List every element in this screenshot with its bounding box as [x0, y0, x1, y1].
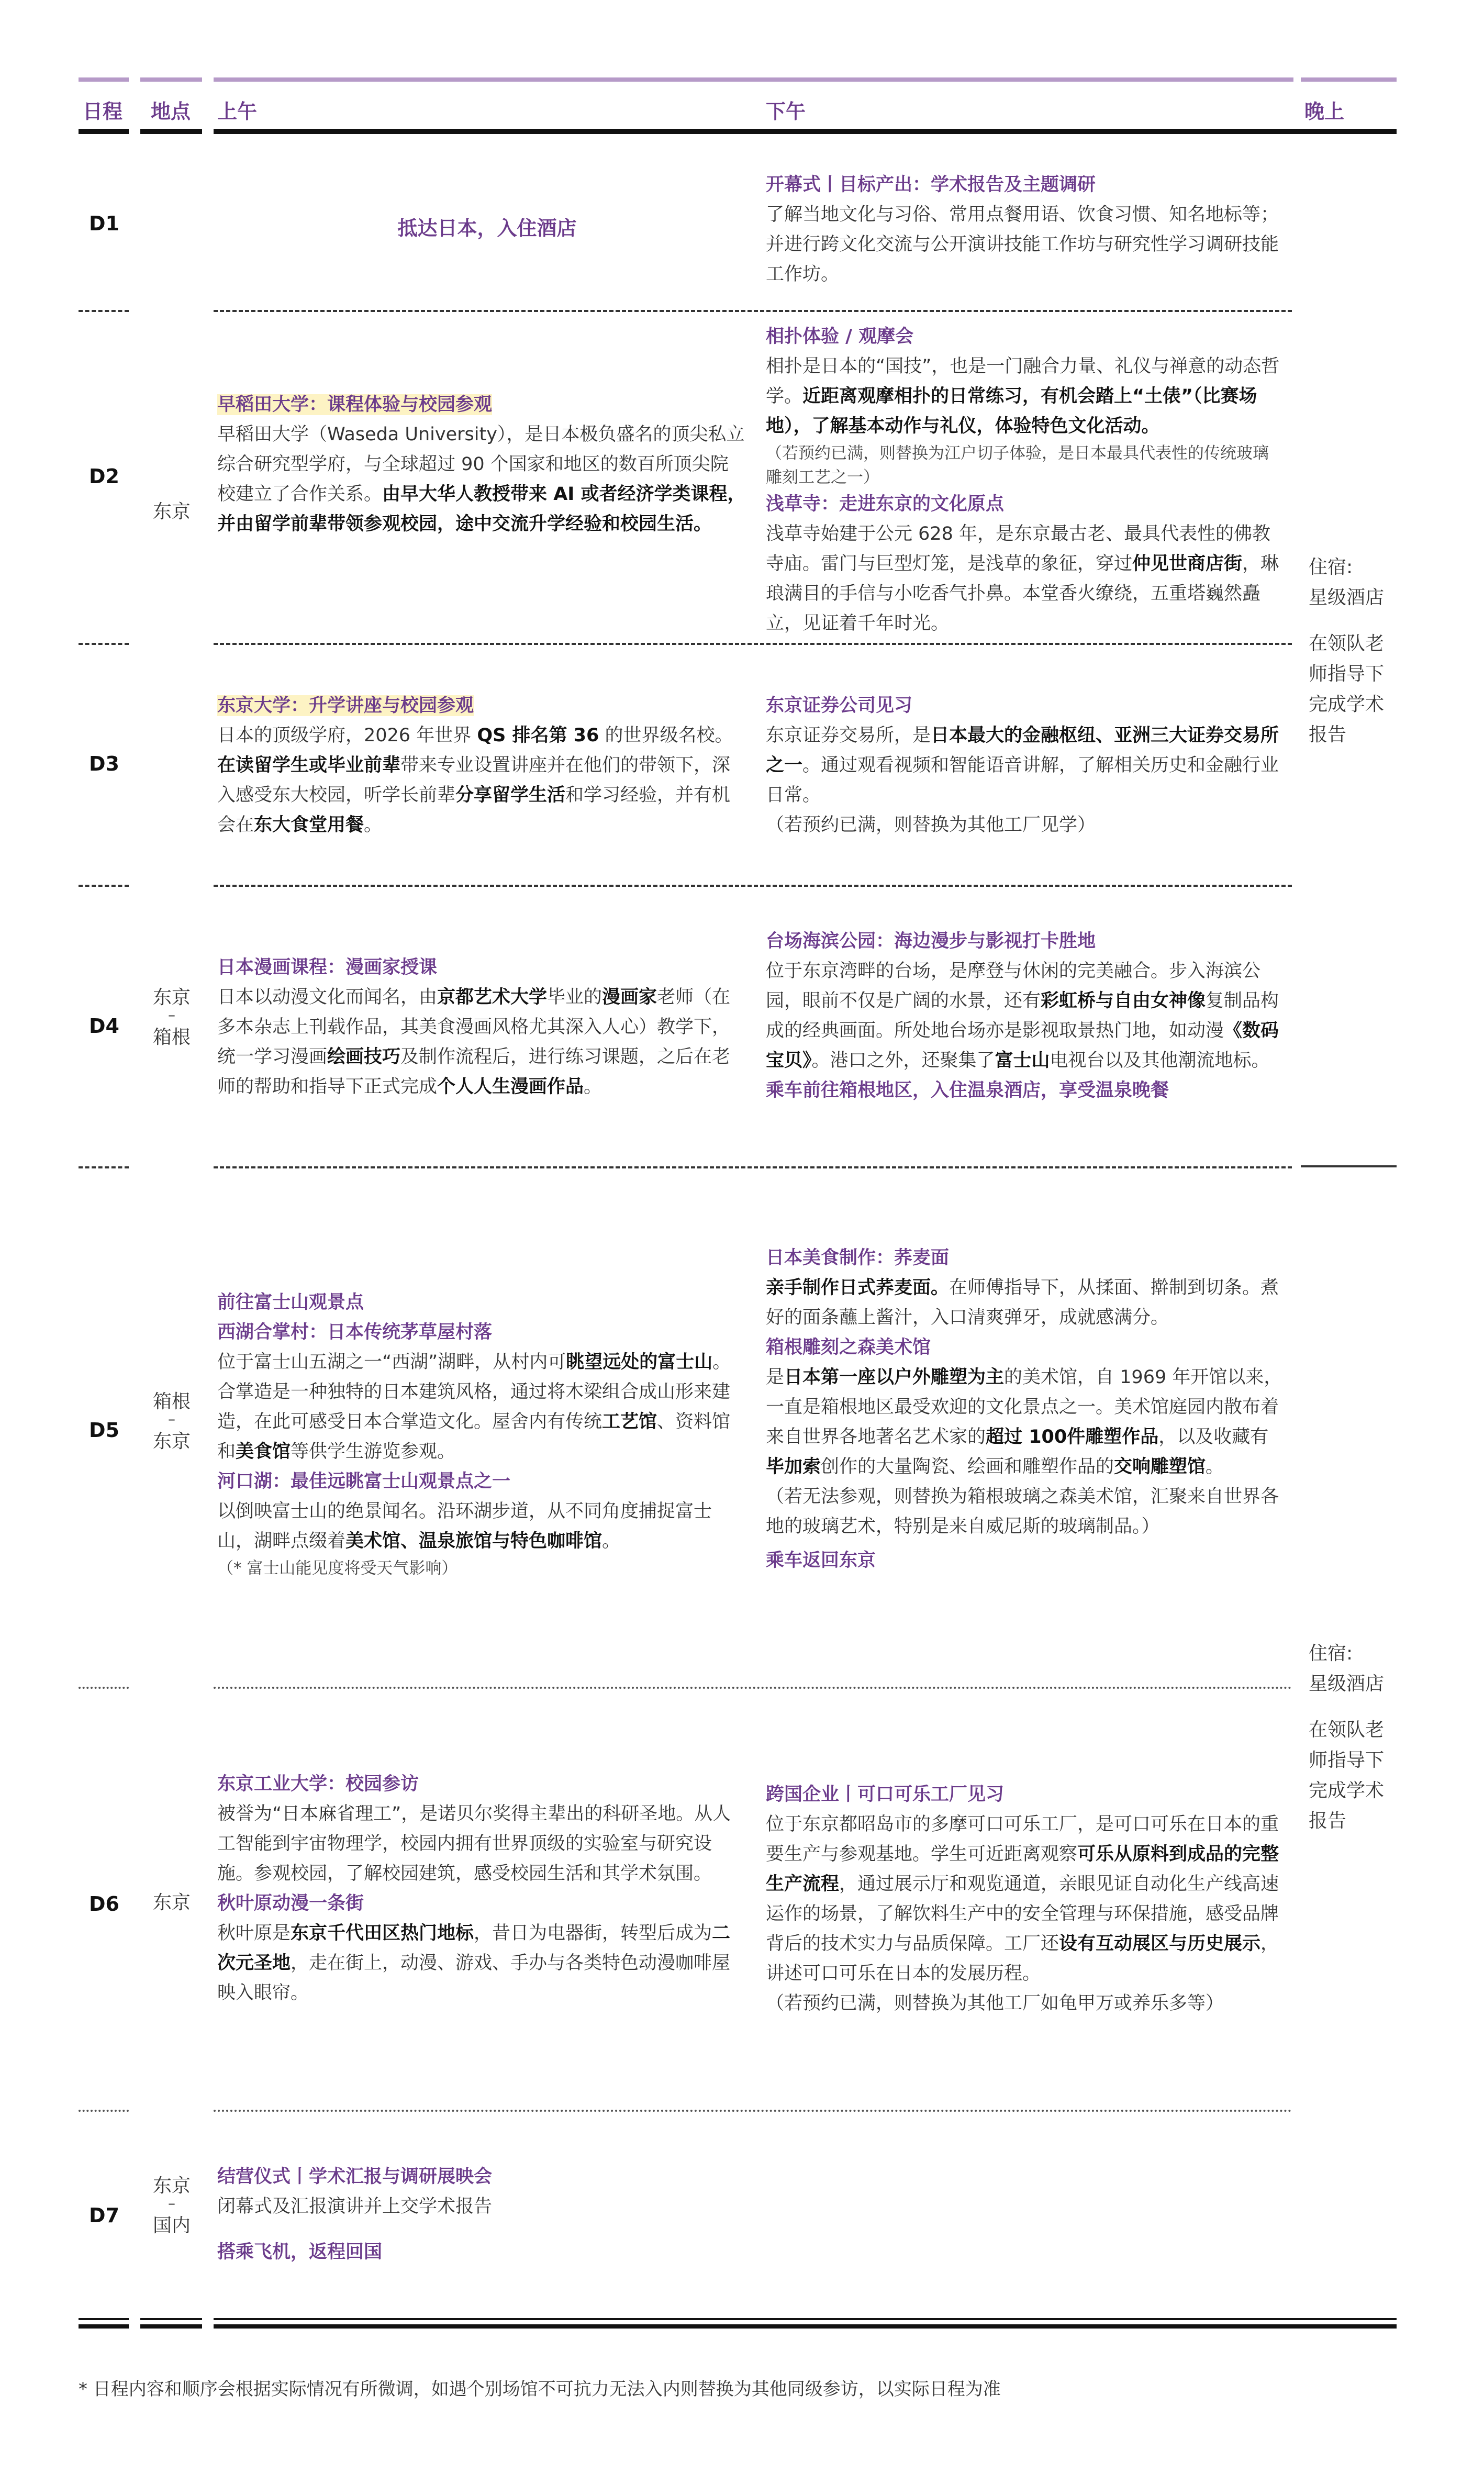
day-label-d2: D2 [89, 465, 119, 488]
evening-2-line5: 完成学术 [1309, 1780, 1385, 1801]
d2-pm-body1: 相扑是日本的“国技”，也是一门融合力量、礼仪与禅意的动态哲学。 [766, 356, 1280, 407]
d5-am-body6: 。 [602, 1531, 621, 1552]
d2-pm-body2a: 浅草寺始建于公元 628 年，是东京最古老、最具代表性的佛教寺庙。雷门与巨型灯笼，是浅草的象征，穿过 [766, 523, 1271, 574]
bottom-rule-day-2 [79, 2324, 129, 2329]
d5-pm-bold1: 亲手制作日式荞麦面。 [766, 1277, 950, 1298]
d1-pm [766, 170, 1284, 289]
d4-pm-body1: 位于东京湾畔的台场，是摩登与休闲的完美融合。步入海滨公园，眼前不仅是广阔的水景，还有 [766, 961, 1261, 1011]
d5-pm-title1: 日本美食制作：荞麦面 [766, 1247, 950, 1268]
d4-pm-body4: 电视台以及其他潮流地标。 [1050, 1050, 1270, 1071]
d6-am-bold3: 二次元圣地 [217, 1923, 731, 1974]
place-d4-line3: 箱根 [152, 1027, 191, 1048]
d3-pm-bold1: 日本最大的金融枢纽、亚洲三大证券交易所之一 [766, 725, 1279, 776]
place-d2: 东京 [152, 501, 191, 522]
d4-am-body4: 及制作流程后，进行练习课题，之后在老师的帮助和指导下正式完成 [217, 1046, 731, 1097]
d3-am-body2: 的世界级名校。 [599, 725, 733, 746]
d5-am-title2: 西湖合掌村：日本传统茅草屋村落 [217, 1322, 493, 1343]
row-separator-d1-main [214, 310, 1292, 312]
header-bar-place [140, 77, 202, 82]
d2-am-title: 早稻田大学：课程体验与校园参观 [217, 394, 493, 415]
d6-am-title2: 秋叶原动漫一条街 [217, 1893, 364, 1914]
d3-am-bold2: 在读留学生或毕业前辈 [217, 755, 401, 776]
place-d6: 东京 [152, 1892, 191, 1913]
d3-am-body4: 和学习经验，并有机会在 [217, 785, 731, 836]
place-d4-line1: 东京 [152, 987, 191, 1008]
evening-1-spacer [1309, 613, 1429, 629]
row-separator-d4-main [214, 1166, 1292, 1168]
evening-note-1 [1309, 552, 1429, 750]
header-pm: 下午 [766, 100, 806, 123]
evening-1-line4: 师指导下 [1309, 663, 1385, 685]
day-label-d5: D5 [89, 1419, 119, 1442]
d6-pm-note: （若预约已满，则替换为其他工厂如龟甲万或养乐多等） [766, 1993, 1224, 2014]
d4-pm-bold2: 《数码宝贝》 [766, 1020, 1279, 1071]
d1-pm-title: 开幕式丨目标产出：学术报告及主题调研 [766, 174, 1096, 195]
d5-am-title1: 前往富士山观景点 [217, 1292, 364, 1313]
d4-am-bold1: 京都艺术大学 [437, 987, 548, 1008]
d5-am-body2: 。合掌造是一种独特的日本建筑风格，通过将木梁组合成山形来建造，在此可感受日本合掌造文化。屋舍内有传统 [217, 1352, 731, 1432]
d5-am-note: （* 富士山能见度将受天气影响） [217, 1559, 458, 1578]
d4-pm-title: 台场海滨公园：海边漫步与影视打卡胜地 [766, 931, 1096, 952]
bottom-rule-place [140, 2318, 202, 2320]
d2-pm-title2: 浅草寺：走进东京的文化原点 [766, 494, 1005, 515]
bottom-rule-main [214, 2318, 1397, 2320]
d3-am [217, 691, 746, 840]
d6-pm [766, 1780, 1284, 2019]
d3-pm-body1: 东京证券交易所，是 [766, 725, 931, 746]
d2-am [217, 390, 746, 539]
d6-pm-body2: ，通过展示厅和观览通道，亲眼见证自动化生产线高速运作的场景，了解饮料生产中的安全管理与环保措施，感受品牌背后的技术实力与品质保障。工厂还 [766, 1874, 1279, 1954]
row-separator-d5 [79, 1687, 129, 1689]
d4-pm-body3: 。港口之外，还聚集了 [811, 1050, 995, 1071]
d5-am-bold2: 工艺馆 [602, 1411, 657, 1432]
d5-pm-bold3: 超过 100件雕塑作品 [986, 1427, 1159, 1447]
d4-am-body5: 。 [584, 1076, 602, 1097]
d6-pm-title: 跨国企业丨可口可乐工厂见习 [766, 1784, 1005, 1805]
d7-am-title1: 结营仪式丨学术汇报与调研展映会 [217, 2166, 493, 2187]
d3-am-bold3: 分享留学生活 [455, 785, 566, 806]
d5-pm-body6: 。 [1206, 1456, 1224, 1477]
d2-pm-bold1: 近距离观摩相扑的日常练习，有机会踏上“土俵”（比赛场地），了解基本动作与礼仪，体验特色文化活动。 [766, 386, 1257, 437]
header-bar-day [79, 77, 129, 82]
d7-am-body1: 闭幕式及汇报演讲并上交学术报告 [217, 2196, 493, 2217]
d5-pm-note: （若无法参观，则替换为箱根玻璃之森美术馆，汇聚来自世界各地的玻璃艺术，特别是来自威尼斯的玻璃制品。） [766, 1486, 1279, 1537]
row-separator-d2 [79, 643, 129, 645]
d4-am-bold3: 绘画技巧 [327, 1046, 401, 1067]
d4-pm-bold3: 富士山 [995, 1050, 1050, 1071]
footnote: * 日程内容和顺序会根据实际情况有所微调，如遇个别场馆不可抗力无法入内则替换为其他同级参访，以实际日程为准 [79, 2379, 1001, 2400]
row-separator-d3-main [214, 885, 1292, 887]
d5-am-bold5: 美术馆、温泉旅馆与特色咖啡馆 [345, 1531, 602, 1552]
header-eve: 晚上 [1304, 100, 1345, 123]
d7-am-title2: 搭乘飞机，返程回国 [217, 2242, 383, 2263]
place-d7-line2: – [168, 2194, 175, 2212]
d6-am-body2: 秋叶原是 [217, 1923, 291, 1944]
header-bar-pm [761, 77, 1293, 82]
evening-1-line3: 在领队老 [1309, 633, 1385, 654]
row-separator-d4 [79, 1166, 129, 1168]
d5-pm-body1: 在师傅指导下，从揉面、擀制到切条。煮好的面条蘸上酱汁，入口清爽弹牙，成就感满分。 [766, 1277, 1279, 1328]
d3-am-bold4: 东大食堂用餐 [254, 815, 364, 836]
evening-2-line2: 星级酒店 [1309, 1673, 1385, 1695]
d1-pm-body: 了解当地文化与习俗、常用点餐用语、饮食习惯、知名地标等；并进行跨文化交流与公开演讲技能工作坊与研究性学习调研技能工作坊。 [766, 204, 1279, 285]
row-separator-d2-main [214, 643, 1292, 645]
place-d5-line3: 东京 [152, 1431, 191, 1452]
d5-pm-body5: 创作的大量陶瓷、绘画和雕塑作品的 [821, 1456, 1114, 1477]
day-label-d3: D3 [89, 752, 119, 775]
day-label-d7: D7 [89, 2204, 119, 2227]
evening-2-line1: 住宿: [1309, 1643, 1353, 1664]
d4-am-bold4: 个人人生漫画作品 [437, 1076, 584, 1097]
d4-pm-body2: 复制品构成的经典画面。所处地台场亦是影视取景热门地，如动漫 [766, 990, 1279, 1041]
bottom-rule-day [79, 2318, 129, 2320]
header-bar-eve [1301, 77, 1397, 82]
evening-1-line1: 住宿: [1309, 556, 1353, 578]
row-separator-d4-eve [1301, 1165, 1397, 1167]
d5-pm-title3: 乘车返回东京 [766, 1550, 876, 1571]
d5-pm-bold4: 毕加索 [766, 1456, 821, 1477]
header-bar-am [214, 77, 761, 82]
d3-am-body5: 。 [364, 815, 383, 836]
place-d5 [140, 1387, 203, 1456]
day-label-d1: D1 [89, 212, 119, 235]
evening-1-line6: 报告 [1309, 724, 1347, 745]
evening-1-line2: 星级酒店 [1309, 587, 1385, 608]
evening-1-line5: 完成学术 [1309, 694, 1385, 715]
d6-pm-body1: 位于东京都昭岛市的多摩可口可乐工厂，是可口可乐在日本的重要生产与参观基地。学生可近距离观察 [766, 1814, 1279, 1865]
d2-am-bold: 由早大华人教授带来 AI 或者经济学类课程，并由留学前辈带领参观校园，途中交流升学经验和校园生活。 [217, 484, 746, 534]
place-d4-line2: – [168, 1006, 175, 1023]
header-am: 上午 [217, 100, 258, 123]
d2-pm-body2b: ，琳琅满目的手信与小吃香气扑鼻。本堂香火缭绕，五重塔巍然矗立，见证着千年时光。 [766, 553, 1279, 634]
row-separator-d3 [79, 885, 129, 887]
d5-pm-bold2: 日本第一座以户外雕塑为主 [784, 1367, 1005, 1388]
d3-pm [766, 691, 1284, 840]
d5-pm-title2: 箱根雕刻之森美术馆 [766, 1337, 931, 1358]
day-label-d6: D6 [89, 1892, 119, 1915]
place-d5-line2: – [168, 1410, 175, 1428]
d2-am-body: 早稻田大学（Waseda University），是日本极负盛名的顶尖私立综合研究型学府，与全球超过 90 个国家和地区的数百所顶尖院校建立了合作关系。 [217, 424, 745, 505]
row-separator-d6 [79, 2110, 129, 2112]
d4-am-bold2: 漫画家 [602, 987, 657, 1008]
d6-pm-bold1: 可乐从原料到成品的完整生产流程 [766, 1844, 1279, 1895]
d4-am [217, 953, 746, 1102]
d6-pm-body3: ，讲述可口可乐在日本的发展历程。 [766, 1933, 1279, 1984]
row-separator-d5-main [214, 1687, 1292, 1689]
d5-am-body1: 位于富士山五湖之一“西湖”湖畔，从村内可 [217, 1352, 566, 1373]
d2-pm-bold2: 仲见世商店街 [1132, 553, 1243, 574]
d5-pm-body4: ，以及收藏有 [1158, 1427, 1269, 1447]
place-d7-line1: 东京 [152, 2175, 191, 2197]
d3-pm-title: 东京证券公司见习 [766, 695, 913, 716]
d6-am-body4: ，走在街上，动漫、游戏、手办与各类特色动漫咖啡屋映入眼帘。 [217, 1953, 731, 2003]
d5-pm-body3: 的美术馆，自 1969 年开馆以来，一直是箱根地区最受欢迎的文化景点之一。美术馆庭园内散布着来自世界各地著名艺术家的 [766, 1367, 1282, 1447]
row-separator-d6-main [214, 2110, 1292, 2112]
evening-2-line3: 在领队老 [1309, 1719, 1385, 1741]
place-d7-line3: 国内 [152, 2215, 191, 2236]
d3-pm-note: （若预约已满，则替换为其他工厂见学） [766, 815, 1096, 836]
d7-am [217, 2162, 746, 2267]
d5-am [217, 1288, 746, 1580]
d5-am-body4: 等供学生游览参观。 [291, 1441, 456, 1462]
d5-am-title3: 河口湖：最佳远眺富士山观景点之一 [217, 1471, 511, 1492]
d2-pm [766, 322, 1284, 639]
evening-2-spacer [1309, 1699, 1429, 1715]
d5-pm [766, 1243, 1284, 1576]
header-rule-day [79, 129, 129, 134]
row-separator-d1 [79, 310, 129, 312]
d5-am-body3: 、资料馆和 [217, 1411, 731, 1462]
d4-am-body2: 毕业的 [547, 987, 602, 1008]
d4-pm-bold1: 彩虹桥与自由女神像 [1041, 990, 1206, 1011]
d4-am-body3: 老师（在多本杂志上刊载作品，其美食漫画风格尤其深入人心）教学下，统一学习漫画 [217, 987, 731, 1067]
header-rule-main [214, 129, 1397, 134]
d3-am-title: 东京大学：升学讲座与校园参观 [217, 695, 474, 716]
place-d7 [140, 2171, 203, 2241]
d5-am-bold1: 眺望远处的富士山 [566, 1352, 713, 1373]
header-rule-place [140, 129, 202, 134]
d3-am-body3: 带来专业设置讲座并在他们的带领下，深入感受东大校园，听学长前辈 [217, 755, 731, 806]
d6-am-title1: 东京工业大学：校园参访 [217, 1774, 419, 1795]
header-place: 地点 [151, 100, 191, 123]
evening-note-2 [1309, 1639, 1429, 1836]
d3-pm-body2: 。通过观看视频和智能语音讲解，了解相关历史和金融行业日常。 [766, 755, 1279, 806]
d6-pm-bold2: 设有互动展区与历史展示 [1059, 1933, 1261, 1954]
d4-am-title: 日本漫画课程：漫画家授课 [217, 957, 438, 978]
place-d4 [140, 983, 203, 1052]
d5-pm-body2: 是 [766, 1367, 785, 1388]
d6-am-body3: ，昔日为电器街，转型后成为 [474, 1923, 712, 1944]
bottom-rule-main-2 [214, 2324, 1397, 2329]
d4-pm [766, 927, 1284, 1106]
bottom-rule-place-2 [140, 2324, 202, 2329]
d6-am-bold2: 东京千代田区热门地标 [291, 1923, 474, 1944]
d2-pm-title1: 相扑体验 / 观摩会 [766, 326, 914, 347]
d2-pm-note1: （若预约已满，则替换为江户切子体验，是日本最具代表性的传统玻璃雕刻工艺之一） [766, 444, 1269, 487]
d5-am-body5: 以倒映富士山的绝景闻名。沿环湖步道，从不同角度捕捉富士山，湖畔点缀着 [217, 1501, 712, 1552]
day-label-d4: D4 [89, 1015, 119, 1038]
d3-am-body1: 日本的顶级学府，2026 年世界 [217, 725, 477, 746]
d3-am-bold1: QS 排名第 36 [477, 725, 599, 746]
d6-am-body1: 被誉为“日本麻省理工”，是诺贝尔奖得主辈出的科研圣地。从人工智能到宇宙物理学，校园内拥有世界顶级的实验室与研究设施。参观校园，了解校园建筑，感受校园生活和其学术氛围。 [217, 1803, 731, 1884]
evening-2-line6: 报告 [1309, 1810, 1347, 1832]
d1-am-arrival: 抵达日本，入住酒店 [397, 217, 577, 240]
evening-2-line4: 师指导下 [1309, 1750, 1385, 1771]
d5-am-bold3: 美食馆 [236, 1441, 291, 1462]
place-d5-line1: 箱根 [152, 1391, 191, 1412]
d4-pm-title2: 乘车前往箱根地区，入住温泉酒店，享受温泉晚餐 [766, 1080, 1169, 1101]
d6-am [217, 1769, 746, 2008]
d4-am-body1: 日本以动漫文化而闻名，由 [217, 987, 438, 1008]
d5-pm-bold5: 交响雕塑馆 [1114, 1456, 1206, 1477]
header-day: 日程 [83, 100, 123, 123]
